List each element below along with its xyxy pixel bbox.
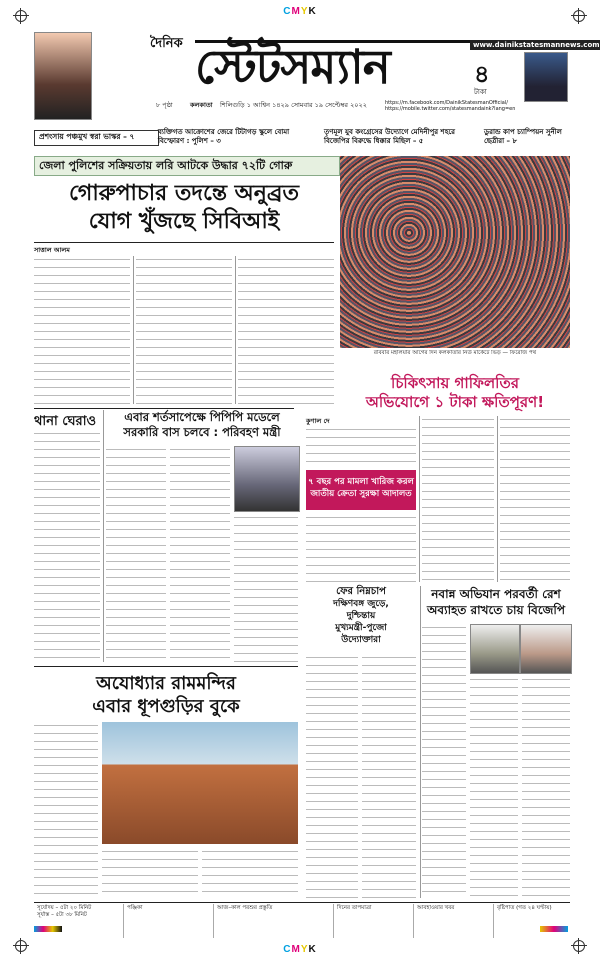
sunrise: সূর্যোদয় – ৫টা ২০ মিনিট <box>37 905 92 911</box>
lead-headline-line2: যোগ খুঁজছে সিবিআই <box>88 209 280 234</box>
bus-headline <box>106 410 298 440</box>
cmyk-top: CMYK <box>283 6 317 17</box>
registration-mark <box>573 940 585 952</box>
lead-column-2 <box>136 256 232 404</box>
photo-caption: রবিবার মহালয়ার আগের দিন কলকাতার নিউ মার্কেটে ভিড় — ফিরোজ পথ <box>373 350 537 356</box>
puja-line4: মুখ্যমন্ত্রী-পুজো <box>335 623 387 633</box>
bus-headline-line1: এবার শর্তসাপেক্ষে পিপিপি মডেলে <box>124 410 280 424</box>
teaser-titagarh[interactable]: ব্যক্তিগত আক্রোশের জেরে টিটাগড় স্কুলে বোমা বিস্ফোরণ : পুলিশ – ৩ <box>158 128 290 145</box>
doctor-headline-line2: অভিযোগে ১ টাকা ক্ষতিপূরণ! <box>365 393 545 411</box>
ayodhya-column-3 <box>202 848 298 898</box>
doctor-column-1 <box>306 426 416 466</box>
puja-column-2 <box>362 654 416 898</box>
ayodhya-column-2 <box>102 848 198 898</box>
footer-rainfall: বৃষ্টিপাত (গত ২৪ ঘণ্টায়) <box>497 905 552 911</box>
puja-headline <box>306 586 416 646</box>
ayodhya-headline-line2: এবার ধূপগুড়ির বুকে <box>92 696 240 717</box>
footer-sun <box>34 904 124 938</box>
twitter-link[interactable]: https://mobile.twitter.com/statesmandaink?lang=en <box>385 106 516 112</box>
lead-column-3 <box>238 256 334 404</box>
bus-column-2 <box>170 446 230 662</box>
masthead-prefix: দৈনিক <box>150 36 183 51</box>
doctor-headline-line1: চিকিৎসায় গাফিলতির <box>391 374 519 392</box>
lead-byline: সাত্তাল আলম <box>34 246 70 254</box>
bus-headline-line2: সরকারি বাস চলবে : পরিবহণ মন্ত্রী <box>123 425 281 439</box>
page-count: ৮ পৃষ্ঠা <box>156 101 173 109</box>
ayodhya-headline <box>34 672 298 718</box>
bjp-column-2 <box>470 676 518 898</box>
registration-mark <box>15 940 27 952</box>
doctor-column-3 <box>500 416 570 582</box>
doctor-sub-line2: জাতীয় ক্রেতা সুরক্ষা আদালত <box>310 489 412 499</box>
minister-photo <box>234 446 300 512</box>
lead-kicker: জেলা পুলিশের সক্রিয়তায় লরি আটকে উদ্ধার ৭২টি গোরু <box>34 156 340 176</box>
puja-line1: ফের নিম্নচাপ <box>336 586 386 597</box>
teaser-durand[interactable]: ডুরান্ড কাপ চ্যাম্পিয়ন সুনীল ছেত্রীরা – ৮ <box>484 128 562 145</box>
lead-headline <box>34 180 334 236</box>
ayodhya-column-1 <box>34 722 98 898</box>
footballer-photo <box>524 52 568 102</box>
ayodhya-headline-line1: অযোধ্যার রামমন্দির <box>96 673 236 694</box>
puja-line3: দুশ্চিন্তায় <box>346 611 376 621</box>
social-links <box>385 100 525 112</box>
bjp-headline-line2: অব্যাহত রাখতে চায় বিজেপি <box>427 603 565 617</box>
footer-temperature: দিনের তাপমাত্রা <box>334 904 414 938</box>
bjp-headline-line1: নবান্ন অভিযান পরবর্তী রেশ <box>431 587 561 601</box>
footer-weather: আবহাওয়ার খবর <box>414 904 494 938</box>
lead-column-1 <box>34 256 130 404</box>
bjp-column-3 <box>522 676 570 898</box>
cmyk-bottom: CMYK <box>283 944 317 955</box>
puja-line2: দক্ষিণবঙ্গ জুড়ে, <box>333 599 389 609</box>
price-value: ৪ <box>474 60 490 88</box>
thana-headline: থানা ঘেরাও <box>34 414 97 429</box>
facebook-link[interactable]: https://m.facebook.com/DainikStatesmanOfficial/ <box>385 100 508 106</box>
teaser-swara[interactable]: প্রশংসায় পঞ্চমুখ স্বরা ভাস্কর – ৭ <box>34 130 159 146</box>
doctor-column-1b <box>306 514 416 582</box>
city: কলকাতা <box>190 101 213 109</box>
doctor-column-2 <box>422 416 494 582</box>
dateline: শিলিগুড়ি ১ আশ্বিন ১৪২৯ সোমবার ১৯ সেপ্টেম্বর ২০২২ <box>220 101 367 109</box>
temple-photo <box>102 722 298 844</box>
bus-column-1 <box>106 446 166 662</box>
color-bar <box>540 926 568 932</box>
doctor-headline <box>340 374 570 412</box>
teaser-medinipur[interactable]: তৃণমূল যুব কংগ্রেসের উদ্যোগে মেদিনীপুর শহরে বিজেপির বিরুদ্ধে ধিক্কার মিছিল – ৫ <box>324 128 456 145</box>
registration-mark <box>15 10 27 22</box>
byline-kunal: কুণাল দে <box>306 417 330 425</box>
bus-column-3 <box>234 514 298 662</box>
doctor-sub-line1: ৭ বছর পর মামলা খারিজ করল <box>308 477 414 487</box>
shah-photo <box>520 624 572 674</box>
masthead-title: স্টেটসম্যান <box>195 40 475 93</box>
color-bar <box>34 926 62 932</box>
nadda-photo <box>470 624 520 674</box>
crowd-photo <box>340 156 570 348</box>
lead-headline-line1: গোরুপাচার তদন্তে অনুব্রত <box>69 181 299 206</box>
registration-mark <box>573 10 585 22</box>
site-url[interactable]: www.dainikstatesmannews.com <box>470 40 600 50</box>
footer-forecast: আজ–কাল পরশুর প্রস্তুতি <box>214 904 334 938</box>
footer-panjika: পঞ্জিকা <box>124 904 214 938</box>
sunset: সূর্যাস্ত – ৫টা ৩৮ মিনিট <box>37 912 87 918</box>
actress-photo <box>34 32 92 120</box>
puja-line5: উদ্যোক্তারা <box>341 635 381 645</box>
teaser-strip <box>34 128 570 150</box>
puja-column-1 <box>306 654 358 898</box>
bjp-headline <box>422 586 570 618</box>
doctor-sub-box <box>306 470 416 510</box>
price-unit: টাকা <box>474 88 487 96</box>
bjp-column-1 <box>422 624 466 898</box>
thana-column <box>34 430 100 662</box>
